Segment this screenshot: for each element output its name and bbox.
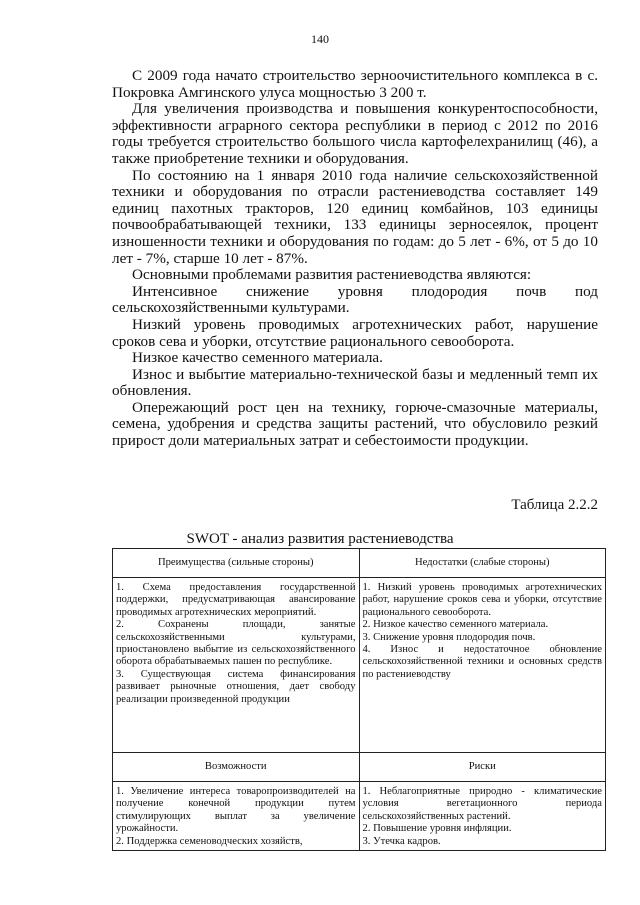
- strengths-cell: [113, 578, 360, 753]
- weaknesses-cell: [359, 578, 606, 753]
- table-row: [113, 753, 606, 782]
- list-item: 3. Существующая система финансирования развивает рыночные отношения, дает свободу реализации произведенной продукции: [116, 668, 356, 705]
- list-item: 1. Низкий уровень проводимых агротехнических работ, нарушение сроков сева и уборки, отсутствие рационального севооборота.: [362, 582, 602, 618]
- paragraph: Низкое качество семенного материала.: [132, 349, 383, 367]
- list-item: 4. Износ и недостаточное обновление сельскохозяйственной техники и основных средств по растениеводству: [362, 644, 602, 680]
- weaknesses-header: Недостатки (слабые стороны): [359, 549, 606, 578]
- table-row: [113, 578, 606, 753]
- paragraph: Для увеличения производства и повышения конкурентоспособности, эффективности аграрного сектора республики в период с 2012 по 2016 годы требуется строительство большого числа картофелехранилищ (46), а также приобретение техники и оборудования.: [112, 100, 598, 167]
- list-item: 2. Повышение уровня инфляции.: [362, 823, 512, 835]
- table-title: SWOT - анализ развития растениеводства: [186, 531, 454, 547]
- list-item: 3. Снижение уровня плодородия почв.: [362, 631, 536, 643]
- opportunities-cell: [113, 782, 360, 851]
- paragraph: Основными проблемами развития растениеводства являются:: [132, 266, 532, 284]
- paragraph: По состоянию на 1 января 2010 года наличие сельскохозяйственной техники и оборудования по отрасли растениеводства составляет 149 единиц пахотных тракторов, 120 единиц комбайнов, 103 единицы почвообрабатывающей техники, 133 единицы зерносеялок, процент изношенности техники и оборудования по годам: до 5 лет - 6%, от 5 до 10 лет - 7%, старше 10 лет - 87%.: [112, 166, 598, 267]
- threats-cell: [359, 782, 606, 851]
- table-caption: Таблица 2.2.2: [511, 497, 598, 513]
- list-item: 2. Сохранены площади, занятые сельскохозяйственными культурами, приостановлено выбытие из сельскохозяйственного оборота обрабатываемых пашен по республике.: [116, 619, 356, 668]
- table-row: [113, 549, 606, 578]
- paragraph: Износ и выбытие материально-технической базы и медленный темп их обновления.: [112, 365, 598, 400]
- list-item: 1. Увеличение интереса товаропроизводителей на получение конечной продукции путем стимулирующих выплат за увеличение урожайности.: [116, 786, 356, 835]
- paragraph: Опережающий рост цен на технику, горюче-смазочные материалы, семена, удобрения и средства защиты растений, что обусловило резкий прирост доли материальных затрат и себестоимости продукции.: [112, 398, 598, 450]
- list-item: 2. Поддержка семеноводческих хозяйств,: [116, 835, 303, 847]
- table-row: [113, 782, 606, 851]
- strengths-header: Преимущества (сильные стороны): [113, 549, 360, 578]
- paragraph: Низкий уровень проводимых агротехнических работ, нарушение сроков сева и уборки, отсутствие рационального севооборота.: [112, 315, 598, 350]
- paragraph: Интенсивное снижение уровня плодородия почв под сельскохозяйственными культурами.: [112, 282, 598, 317]
- paragraph: С 2009 года начато строительство зерноочистительного комплекса в с. Покровка Амгинского улуса мощностью 3 200 т.: [112, 67, 598, 101]
- threats-header: Риски: [359, 753, 606, 782]
- list-item: 3. Утечка кадров.: [362, 835, 441, 847]
- page-number: 140: [311, 32, 329, 46]
- list-item: 1. Схема предоставления государственной поддержки, предусматривающая авансирование проводимых агротехнических мероприятий.: [116, 582, 356, 618]
- body-text: [112, 68, 598, 450]
- list-item: 2. Низкое качество семенного материала.: [362, 619, 549, 631]
- opportunities-header: Возможности: [113, 753, 360, 782]
- list-item: 1. Неблагоприятные природно - климатические условия вегетационного периода сельскохозяйственных растений.: [362, 786, 602, 822]
- swot-table: [112, 548, 606, 851]
